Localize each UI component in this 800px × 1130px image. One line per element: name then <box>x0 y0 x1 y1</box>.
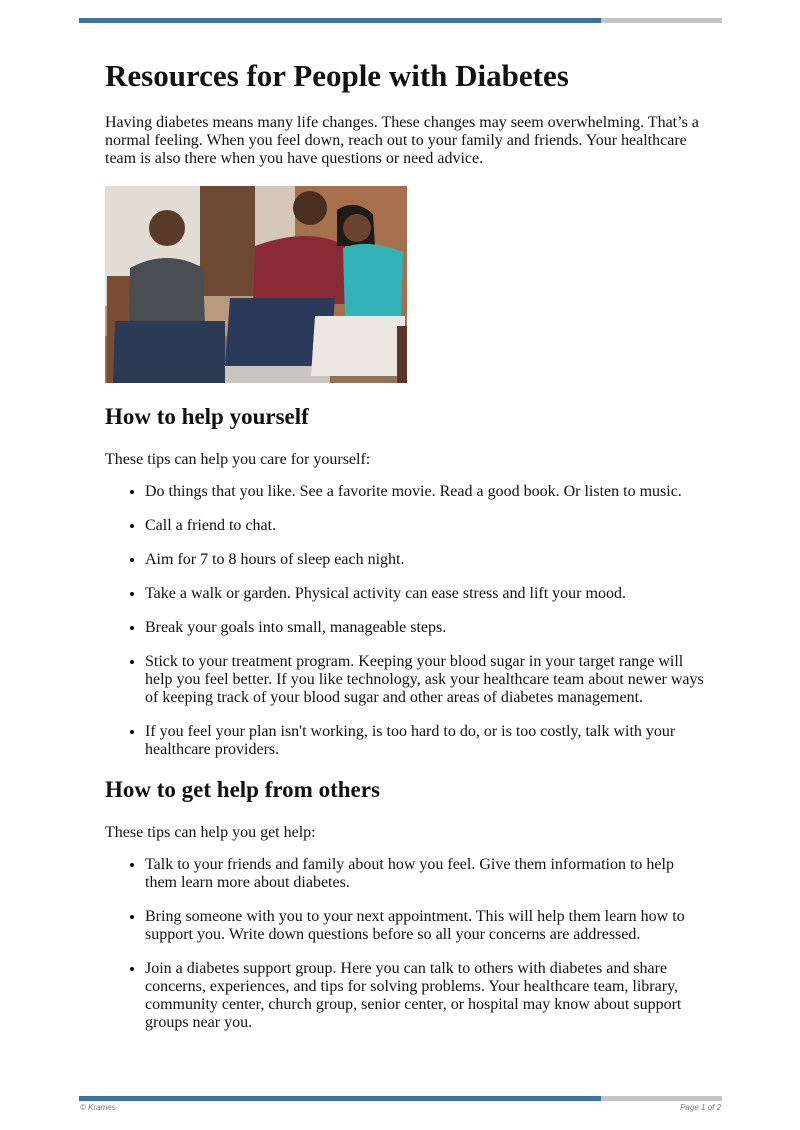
list-item: • Stick to your treatment program. Keeping your blood sugar in your target range will help you feel better. If you like technology, ask your healthcare team about newer ways of keeping track of your blood sugar and other areas of diabetes management. <box>145 653 705 707</box>
list-item: • Do things that you like. See a favorite movie. Read a good book. Or listen to music. <box>145 483 705 501</box>
copyright-text: © Krames <box>80 1103 116 1112</box>
list-item: • Bring someone with you to your next appointment. This will help them learn how to support you. Write down questions before so all your concerns are addressed. <box>145 908 705 944</box>
header-progress-fill <box>79 18 601 23</box>
page-footer <box>79 1101 722 1115</box>
section-lead-help-yourself: These tips can help you care for yourself: <box>105 451 371 468</box>
list-item: • Join a diabetes support group. Here you can talk to others with diabetes and share concerns, experiences, and tips for solving problems. Your healthcare team, library, community center, church group, senior center, or hospital may know about support groups near you. <box>145 960 705 1032</box>
list-item: • Call a friend to chat. <box>145 517 705 535</box>
page-title: Resources for People with Diabetes <box>105 58 569 93</box>
tips-list-help-yourself <box>105 483 705 759</box>
list-item: • Talk to your friends and family about how you feel. Give them information to help them learn more about diabetes. <box>145 856 705 892</box>
list-item: • Break your goals into small, manageable steps. <box>145 619 705 637</box>
intro-paragraph: Having diabetes means many life changes. These changes may seem overwhelming. That’s a normal feeling. When you feel down, reach out to your family and friends. Your healthcare team is also there when you have questions or need advice. <box>105 114 699 167</box>
list-item: • Aim for 7 to 8 hours of sleep each night. <box>145 551 705 569</box>
document-body <box>105 56 705 1048</box>
people-talking-photo <box>105 186 407 383</box>
section-heading-help-from-others: How to get help from others <box>105 777 380 802</box>
list-item: • Take a walk or garden. Physical activity can ease stress and lift your mood. <box>145 585 705 603</box>
tips-list-help-from-others <box>105 856 705 1032</box>
section-lead-help-from-others: These tips can help you get help: <box>105 824 316 841</box>
list-item: • If you feel your plan isn't working, is too hard to do, or is too costly, talk with your healthcare providers. <box>145 723 705 759</box>
section-heading-help-yourself: How to help yourself <box>105 404 309 429</box>
header-progress-bar <box>79 18 722 23</box>
page-number: Page 1 of 2 <box>680 1103 721 1112</box>
